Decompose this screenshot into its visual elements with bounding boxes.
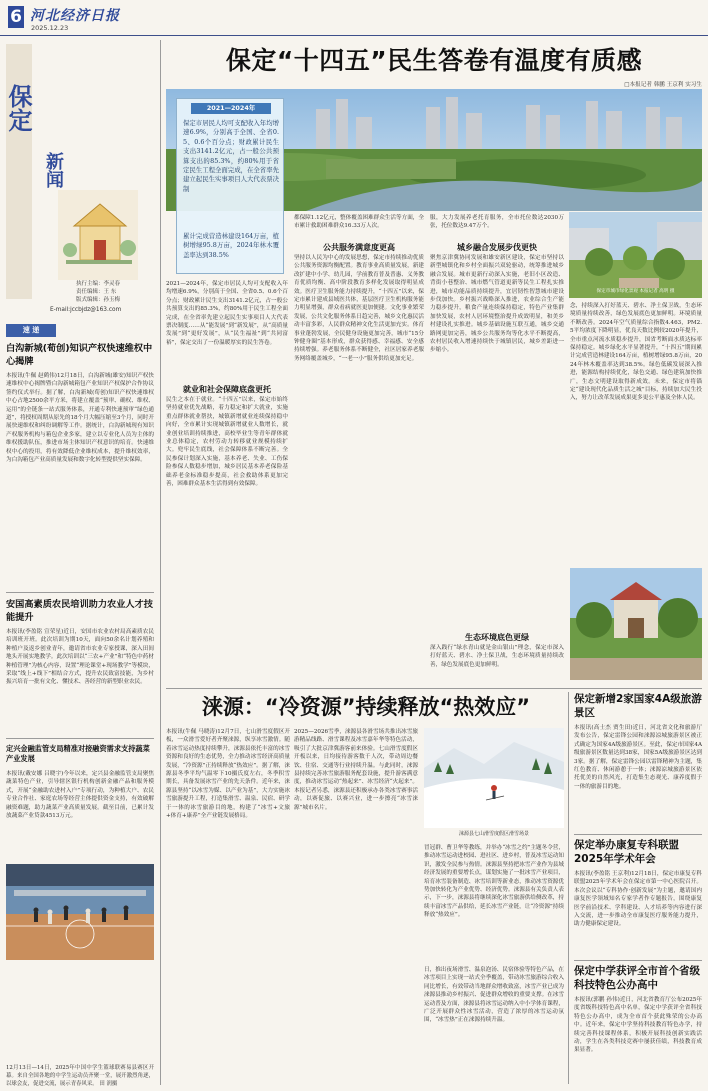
right-brief3-body: 本报讯(郭鹏 孙伟)近日，河北省教育厅公布2025年度省级科技特色高中名单，保定中学获评全省科技特色公办高中，成为全市首个获此殊荣的公办高中。近年来，保定中学坚持科技教育特色办学，持续完善科技课程体系，积极开展科技创新实践活动，学生在各类科技竞赛中屡获佳绩，科技教育成果显著。: [574, 997, 702, 1054]
main-col1-subhead: 就业和社会保障底盘更托: [183, 385, 271, 394]
masthead: [0, 0, 708, 36]
page-number-box: [8, 6, 24, 28]
right-brief1-headline: 保定新增2家国家4A级旅游景区: [574, 693, 702, 719]
right-brief2-headline: 保定举办康复专科联盟2025年学术年会: [574, 839, 679, 865]
main-col4-body: 念，持续深入打好蓝天、碧水、净土保卫战，生态环境质量持续改善，绿色发展底色更加鲜明。环境质量不断改善。2024年空气质量综合指数4.463，PM2.5平均浓度下降明显，优良天数比例较2020年提升，全市重点河流水质稳步提升，国省考断面水质达标率保持稳定。城乡绿化水平显著提升，“十四五”期间累计完成营造林建设164万亩，植树增绿95.8万亩，2024年林木覆盖率达到38.5%。绿色低碳发展深入推进，能源结构持续优化，绿色交通、绿色建筑加快推广，生态文明建设取得新成效。未来，保定市将锚定“建设现代化品质生活之城”目标，持续加大民生投入，努力让改革发展成果更多更公平惠及全体人民。: [570, 303, 702, 402]
main-col3-subhead2: 生态环境底色更绿: [465, 633, 529, 642]
stats-item: 累计完成营造林建设164万亩，植树增绿95.8万亩，2024年林木覆盖率达到38.5%: [183, 232, 279, 259]
paper-name: 河北经济日报: [30, 8, 120, 24]
main-col3-body: 聚焦京津冀协同发展和雄安新区建设，保定市坚持以新型城镇化和乡村全面振兴双轮驱动，统筹推进城乡融合发展。城市更新行动深入实施，老旧小区改造、背街小巷整治、城市燃气管道更新等民生工程扎实推进，城市功能品质持续提升，宜居韧性智慧城市建设步伐加快。乡村振兴战略深入推进，农业综合生产能力稳步提升，粮食产量连续保持稳定，特色产业集群加快发展，农村人居环境整治提升成效明显，和美乡村建设扎实推进。城乡基础设施互联互通，城乡交通路网更加完善，城乡公共服务均等化水平不断提高，农村居民收入增速持续快于城镇居民，城乡差距进一步缩小。: [430, 255, 564, 354]
ski-photo-caption: 涞源县七山滑雪度假区滑雪场景: [458, 831, 529, 837]
brief1-body: 本报讯(牛佩 赵鹤伟)12月18日，白沟新城(雄安)知识产权快速维权中心揭牌暨白沟新城箱包产业知识产权保护合作协议签约仪式举行。据了解，白沟新城(荀创)知识产权快速维权中心占地2500余平方米，将建立覆盖“预审、确权、维权、运用”的全链条一站式服务体系，开通专利快速预审“绿色通道”，将授权周期从原先的18个月大幅压缩至3个月，同时开展快速维权和纠纷调解等工作。据统计，白沟新城现有知识产权服务机构与箱包企业多家，建立以专业化人员为主体的维权援助队伍，推进市场主体知识产权意识的培育。快速维权中心的投用，将有效降低企业维权成本，提升维权效率，为白沟箱包产业高质量发展和数字化转型提供坚实保障。: [6, 373, 154, 464]
plaza-photo: [570, 568, 702, 680]
second-col2: 2025—2026雪季，涞源县各滑雪场共推出冰雪旅游精品线路、滑雪课程及冰雪嘉年华等特色活动，吸引了大批京津冀游客前来体验。七山滑雪度假区开板以来，日均接待游客数千人次，带动周边餐饮、住宿、交通等行业持续升温。与此同时，涞源县持续完善冰雪旅游服务配套设施，提升游客满意度，推动冰雪运动“热起来”、冰雪经济“火起来”。本报记者另悉，涞源县还积极承办各类冰雪赛事活动，以赛促旅、以赛兴业，进一步擦亮“冰雪涞源”城市名片。: [294, 729, 418, 811]
main-byline: □本报记者 韩鹏 王京利 实习生: [624, 82, 702, 88]
main-col3-top: 服，大力发展养老托育服务，全市托位数达2030万张，托位数达9.47万个。: [430, 215, 564, 230]
main-col3-body2: 深入践行“绿水青山就是金山银山”理念，保定市深入打好蓝天、碧水、净土保卫战，生态环境质量持续改善，绿色发展底色更加鲜明。: [430, 645, 564, 668]
main-col1-body2: 民生之本在于就业。“十四五”以来，保定市始终坚持就业优先战略，着力稳定和扩大就业，实施重点群体就业帮扶，城镇新增就业连续保持稳中向好，全市累计实现城镇新增就业人数增长，就业创业培训持续推进，高校毕业生等青年群体就业总体稳定，农村劳动力转移就业规模持续扩大。兜牢民生底线，社会保障体系不断完善。全民参保计划深入实施，基本养老、失业、工伤保险参保人数稳步增加，城乡居民基本养老保险基础养老金标准稳步提高，社会救助体系更加完善，困难群众基本生活得到有效保障。: [166, 397, 288, 488]
right-brief3-headline: 保定中学获评全市首个省级科技特色公办高中: [574, 965, 700, 991]
page-number: 6: [10, 7, 22, 27]
editor-credit: 责任编辑：王 东: [76, 289, 117, 295]
main-col1-body: 2021—2024年，保定市居民人均可支配收入年均增速6.9%，分别高于全国、全省0.5、0.6个百分点；财政累计民生支出3141.2亿元，占一般公共预算支出的85.3%，约80%用于民生工程全面完成，在全省率先建立起民生实事项目人大代表票决制度……从“能发展”到“新发展”，从“高质量发展”到“更好发展”，从“民生福祉”到“共同富裕”，保定交出了一份温暖厚实的民生答卷。: [166, 281, 288, 346]
left-photo-caption: 12月13日—14日，2025年中国中学生篮球联赛易县赛区开幕。来自全国各地的中学生运动员齐聚一堂，展开激烈角逐，以球会友，促进交流，展示青春风采。 田 润摄: [6, 1065, 154, 1087]
section-subtitle: 新闻: [43, 152, 64, 188]
second-headline: 涞源：“冷资源”持续释放“热效应”: [201, 695, 531, 719]
issue-date: 2025.12.23: [31, 24, 69, 32]
city-green-photo: [569, 212, 702, 298]
brief-label: 速 递: [6, 324, 56, 337]
brief3-body: 本报讯(戴安娜 吕晓宇)今年以来，定兴县金融监管支局聚焦蔬菜特色产业，引导辖区银行机构创新金融产品和服务模式，开展“金融助农进村入户”专项行动，为种植大户、农民专业合作社、家庭农场等经营主体提供资金支持，有效破解融资难题，助力蔬菜产业高质量发展。截至目前，已累计发放蔬菜产业贷款4513万元。: [6, 771, 154, 820]
main-headline: 保定“十四五”民生答卷有温度有质感: [225, 46, 643, 75]
second-col1: 本报讯(牛佩 马晓涛)12月7日，七山滑雪度假区开板，一众滑雪爱好者齐聚涞源，纵享冰雪激情。随着冰雪运动热度持续攀升，涞源县依托丰富的冰雪资源和良好的生态优势，全力推动冰雪经济高质量发展，“冷资源”正持续释放“热效应”。据了解，涞源县冬季平均气温零下10摄氏度左右，冬季积雪期长，具备发展冰雪产业的先天条件。近年来，涞源县坚持“以冰雪为媒、以产业为基”，大力实施冰雪旅游提升工程，打造集滑雪、温泉、民宿、研学于一体的冰雪旅游目的地，构建了“冰雪+文旅+体育+康养”全产业链发展格局。: [166, 729, 290, 820]
brief1-headline: 白沟新城(荀创)知识产权快速维权中心揭牌: [6, 343, 153, 367]
stats-item: 保定市居民人均可支配收入年均增速6.9%，分别高于全国、全省0.5、0.6个百分点；财政累计民生支出3141.2亿元，占一般公共预算支出的85.3%，约80%用于省定民生工程全面完成，在全省率先建立起民生实事项目人大代表票决制: [183, 119, 279, 193]
second-col4: 日，推出夜场滑雪、温泉泡汤、民宿体验等特色产品，在冰雪项目上实现一站式全季覆盖，带动冰雪旅游综合收入同比增长，有效带动当地群众增收致富，冰雪产业已成为涞源县推动乡村振兴、促进群众增收的重要支撑。在冰雪运动普及方面，涞源县将冰雪运动纳入中小学体育课程，广泛开展群众性冰雪活动，营造了浓厚的冰雪运动氛围，“冰雪热”正在涞源持续升温。: [424, 967, 564, 1024]
editor-credit: 版式编辑：孙玉梅: [76, 297, 121, 303]
basketball-photo: [6, 864, 154, 960]
section-illustration: [58, 190, 138, 280]
editor-credit: 执行主编：李灵春: [76, 281, 121, 287]
brief2-body: 本报讯(李盈铭 宣荣星)近日，安国市农业农村局高素质农民培训班开班。此次培训为期10天，面向50余名计划养殖和种植户及返乡创业青年，邀请省市农业专家授课，深入田间地头开展实地教学。此次培训以“三农+产业”和“特色中药材种植管理”为核心内容，设置“理论课堂+现场教学”等模块，采取“线上+线下”相结合方式，提升农民致富技能，为乡村振兴培育一批有文化、懂技术、善经营的新型职业农民。: [6, 629, 154, 686]
section-title: 保定: [4, 84, 32, 132]
main-col2-top: 都保障1.12亿元，整体覆盖困难群众生活等方面，全市累计救助困难群众16.33万人次。: [294, 215, 424, 230]
left-briefs: [6, 342, 156, 962]
section-sidebar: [0, 40, 160, 365]
ski-photo: [424, 728, 564, 828]
section-band: [6, 44, 32, 299]
brief2-headline: 安国高素质农民培训助力农业人才技能提升: [6, 599, 153, 623]
editor-email: E-mail:jccbjdz@163.com: [50, 307, 122, 313]
second-col3: 冒冠群、曹卫华等教练，并举办“冰雪之约”主题冬令营，推动冰雪运动进校园、进社区、进乡村，普及冰雪运动知识，激发全民参与热情。涞源县坚持把冰雪产业作为县域经济发展的重要增长点，谋划实施了一批冰雪产业项目，培育冰雪装备制造、冰雪培训等新业态，推动冰雪资源优势加快转化为产业优势、经济优势。涞源县有关负责人表示，下一步，涞源县将继续深化冰雪旅游供给侧改革，持续丰富冰雪产品供给，延长冰雪产业链，让“冷资源”持续释放“热效应”。: [424, 845, 564, 919]
main-col3-subhead: 城乡融合发展步伐更快: [457, 243, 537, 252]
main-col2-subhead: 公共服务满意度更高: [323, 243, 395, 252]
main-photo-caption: 保定市城市绿化景观 本报记者 高明 摄: [596, 289, 675, 294]
editor-credits: [76, 280, 156, 304]
main-col2-body: 坚持以人民为中心的发展思想，保定市持续推动优质公共服务资源均衡配置。教育事业高质量发展，新建改扩建中小学、幼儿园，学前教育普及普惠、义务教育优质均衡、高中阶段教育多样化发展取得明显成效。医疗卫生服务能力持续提升，“十四五”以来，保定市累计建成县域医共体，基层医疗卫生机构服务能力明显增强，群众看病就医更加便捷。文化事业繁荣发展，公共文化服务体系日趋完善，城乡文化惠民活动丰富多彩，人民群众精神文化生活更加充实。体育事业蓬勃发展，全民健身设施更加完善，城市“15分钟健身圈”基本形成，群众获得感、幸福感、安全感持续增强。养老服务体系不断健全，社区居家养老服务网络覆盖城乡，“一老一小”服务供给更加充足。: [294, 255, 424, 362]
right-brief1-body: 本报讯(高士杰 贾生田)近日，河北省文化和旅游厅发布公告，保定雷锋公园和涞源凉城旅游景区被正式确定为国家4A级旅游景区。至此，保定市国家4A级旅游景区数量达到38家，国家5A级旅游景区达到3家。据了解，保定雷锋公园以雷锋精神为主题，集红色教育、休闲游憩于一体；涞源凉城旅游景区依托优美的自然风光，打造集生态观光、康养度假于一体的旅游目的地。: [574, 725, 702, 790]
stats-heading: 2021—2024年: [191, 103, 271, 114]
right-brief2-body: 本报讯(李盈铭 王京利)12月18日，保定市康复专科联盟2025年学术年会在保定市第一中心医院召开。本次会议以“专科协作·创新发展”为主题，邀请国内康复医学领域知名专家学者作专题报告，围绕康复医学前沿技术、学科建设、人才培养等内容进行深入交流，进一步推动全市康复医疗服务能力提升，助力健康保定建设。: [574, 871, 702, 928]
brief3-headline: 定兴金融监管支局精准对接融资需求支持蔬菜产业发展: [6, 744, 150, 763]
stats-box: [176, 98, 284, 274]
